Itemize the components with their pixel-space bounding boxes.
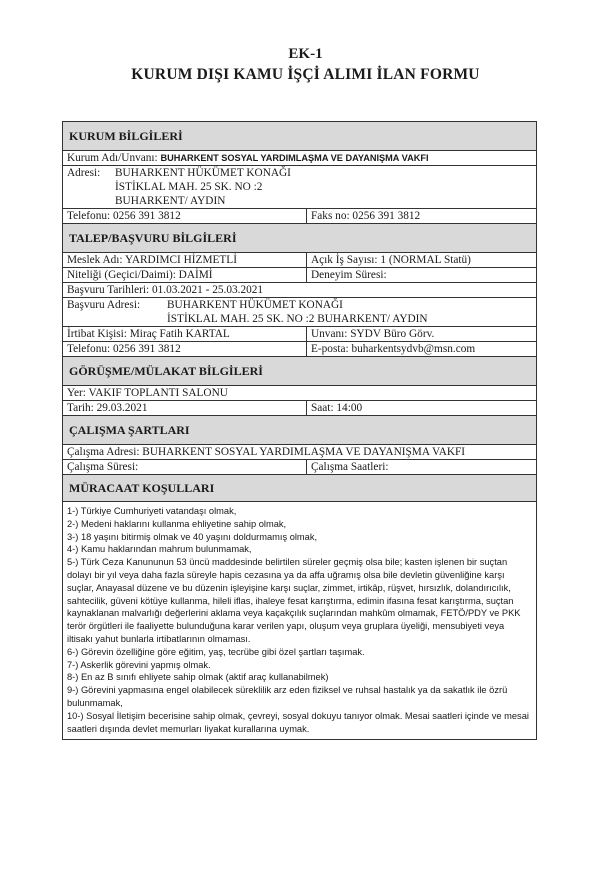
list-item: 2-) Medeni haklarını kullanma ehliyetine sahip olmak, [67, 518, 287, 529]
list-item: 9-) Görevini yapmasına engel olabilecek süreklilik arz eden fiziksel ve ruhsal hastalık ya da sakatlık ile özrü bulunmamak, [67, 685, 508, 708]
kurum-name-label: Kurum Adı/Unvanı: [67, 152, 158, 164]
row-basvuru-adresi [63, 298, 536, 327]
basvuru-tarihleri: Başvuru Tarihleri: 01.03.2021 - 25.03.2021 [67, 284, 264, 296]
basvuru-adresi-label: Başvuru Adresi: [67, 299, 141, 311]
list-item: 10-) Sosyal İletişim becerisine sahip olmak, çevreyi, sosyal dokuyu tanıyor olmak. Mesai saatleri içinde ve mesai saatleri dışında devlet memurları liyakat kurallarına uymak. [67, 710, 529, 734]
row-tarih-saat [63, 401, 536, 416]
kurum-address-label: Adresi: [67, 167, 101, 179]
calisma-suresi: Çalışma Süresi: [63, 460, 307, 474]
row-calisma-suresi [63, 460, 536, 475]
calisma-saatleri: Çalışma Saatleri: [311, 461, 389, 473]
calisma-adresi: Çalışma Adresi: BUHARKENT SOSYAL YARDIMLAŞMA VE DAYANIŞMA VAKFI [67, 446, 466, 458]
list-item: 4-) Kamu haklarından mahrum bulunmamak, [67, 544, 252, 555]
irtibat-unvani: Unvanı: SYDV Büro Görv. [311, 328, 435, 340]
talep-telefon: Telefonu: 0256 391 3812 [63, 342, 307, 356]
basvuru-adresi-line: BUHARKENT HÜKÜMET KONAĞI [167, 299, 343, 311]
gorusme-tarih: Tarih: 29.03.2021 [63, 401, 307, 415]
irtibat-kisisi: İrtibat Kişisi: Miraç Fatih KARTAL [63, 327, 307, 341]
kurum-address-line: BUHARKENT HÜKÜMET KONAĞI [115, 167, 291, 179]
row-calisma-adresi [63, 445, 536, 460]
form-title: KURUM DIŞI KAMU İŞÇİ ALIMI İLAN FORMU [131, 66, 480, 83]
kurum-phone: Telefonu: 0256 391 3812 [63, 209, 307, 223]
row-niteligi [63, 268, 536, 283]
list-item: 8-) En az B sınıfı ehliyete sahip olmak (aktif araç kullanabilmek) [67, 672, 329, 683]
row-kurum-name [63, 151, 536, 166]
row-irtibat [63, 327, 536, 342]
row-kurum-address [63, 166, 536, 209]
section-gorusme: GÖRÜŞME/MÜLAKAT BİLGİLERİ [63, 357, 536, 386]
deneyim-suresi: Deneyim Süresi: [311, 269, 387, 281]
section-muracaat: MÜRACAAT KOŞULLARI [63, 475, 536, 502]
row-kurum-phone [63, 209, 536, 224]
basvuru-adresi-line: İSTİKLAL MAH. 25 SK. NO :2 BUHARKENT/ AYDIN [167, 313, 428, 325]
list-item: 3-) 18 yaşını bitirmiş olmak ve 40 yaşını doldurmamış olmak, [67, 531, 318, 542]
kurum-address-line: BUHARKENT/ AYDIN [115, 195, 226, 207]
gorusme-saat: Saat: 14:00 [311, 402, 363, 414]
kurum-address-line: İSTİKLAL MAH. 25 SK. NO :2 [115, 181, 263, 193]
row-meslek [63, 253, 536, 268]
section-kurum: KURUM BİLGİLERİ [63, 122, 536, 151]
list-item: 5-) Türk Ceza Kanununun 53 üncü maddesinde belirtilen süreler geçmiş olsa bile; kasten işlenen bir suçtan dolayı bir yıl veya daha fazla süreyle hapis cezasına ya da affa uğramış olsa bile devletin güvenliğine karşı suçlar, Anayasal düzene ve bu düzenin işleyişine karşı suçlar, zimmet, irtikâp, rüşvet, hırsızlık, dolandırıcılık, sahtecilik, güveni kötüye kullanma, hileli iflas, ihaleye fesat karıştırma, edimin ifasına fesat karıştırma, suçtan kaynaklanan malvarlığı değerlerini aklama veya kaçakçılık suçlarından mahkûm olmamak, FETÖ/PDY ve PKK terör örgütleri ile faaliyette bulunduğuna karar verilen yapı, oluşum veya gruplara üyeliği, mensubiyeti veya iltisakı yahut bunlarla irtibatlarının olmaması. [67, 557, 521, 644]
announcement-form [62, 121, 537, 740]
meslek-adi: Meslek Adı: YARDIMCI HİZMETLİ [63, 253, 307, 267]
row-yer [63, 386, 536, 401]
list-item: 7-) Askerlik görevini yapmış olmak. [67, 659, 211, 670]
kurum-fax: Faks no: 0256 391 3812 [311, 210, 421, 222]
list-item: 1-) Türkiye Cumhuriyeti vatandaşı olmak, [67, 506, 237, 516]
gorusme-yer: Yer: VAKIF TOPLANTI SALONU [67, 387, 228, 399]
muracaat-list [63, 502, 536, 739]
row-basvuru-tarihleri [63, 283, 536, 298]
row-telefon-eposta [63, 342, 536, 357]
section-talep: TALEP/BAŞVURU BİLGİLERİ [63, 224, 536, 253]
talep-eposta: E-posta: buharkentsydvb@msn.com [311, 343, 476, 355]
acik-is-sayisi: Açık İş Sayısı: 1 (NORMAL Statü) [311, 254, 471, 266]
section-calisma: ÇALIŞMA ŞARTLARI [63, 416, 536, 445]
kurum-name-value: BUHARKENT SOSYAL YARDIMLAŞMA VE DAYANIŞMA VAKFI [160, 153, 429, 163]
list-item: 6-) Görevin özelliğine göre eğitim, yaş, tecrübe gibi özel şartları taşımak. [67, 646, 365, 657]
niteligi: Niteliği (Geçici/Daimi): DAİMİ [63, 268, 307, 282]
form-code: EK-1 [288, 46, 323, 62]
